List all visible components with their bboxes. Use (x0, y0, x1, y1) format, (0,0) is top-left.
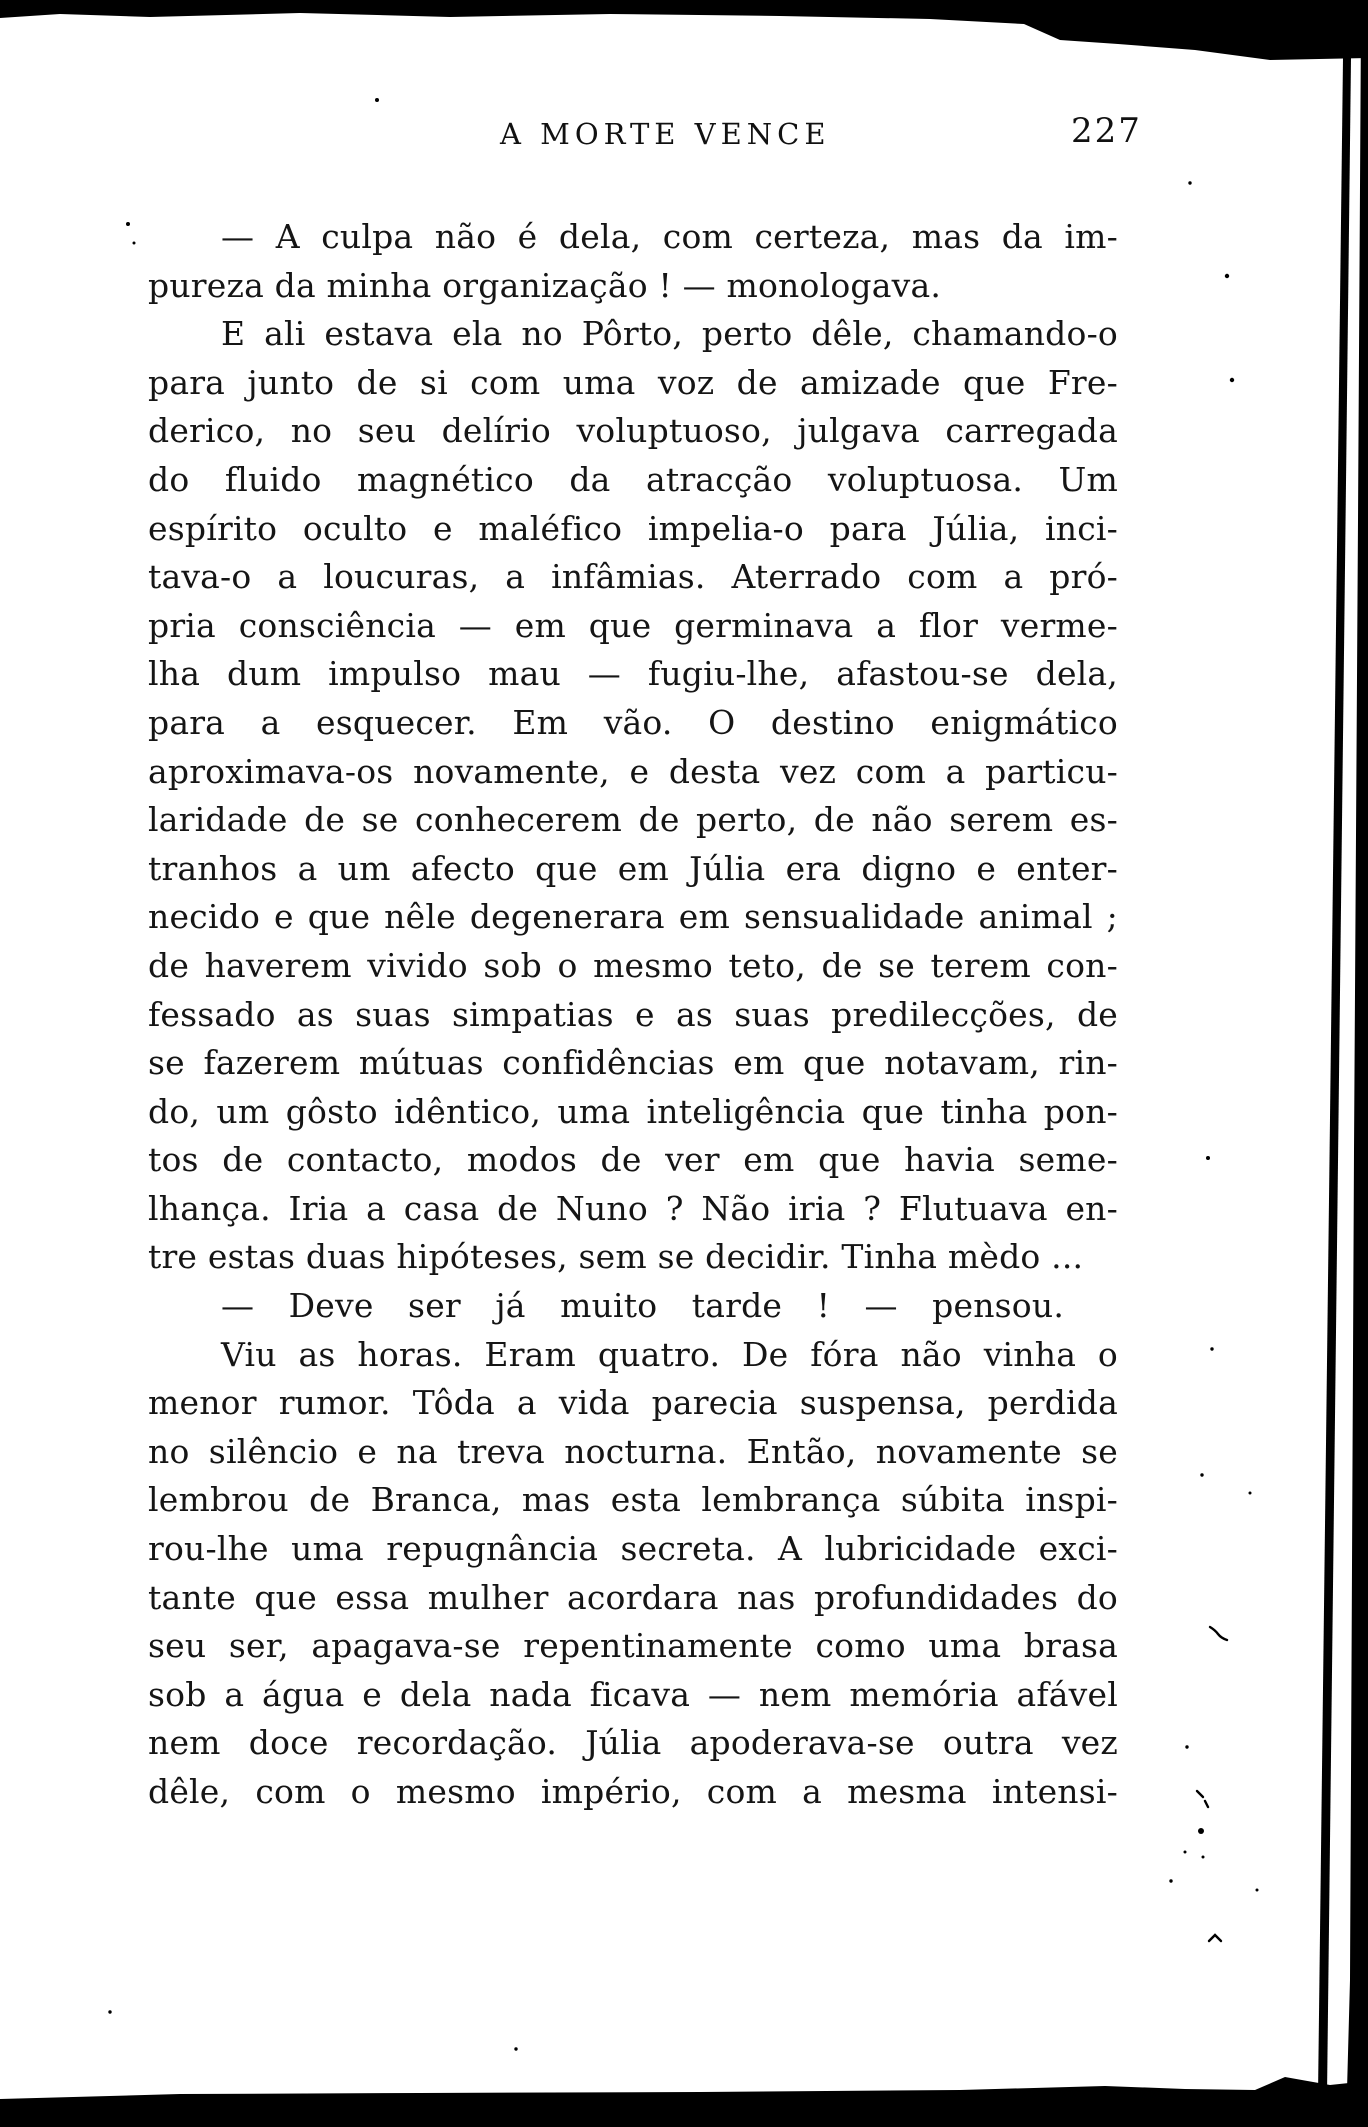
text-line: — Deve ser já muito tarde ! — pensou. (221, 1286, 1065, 1326)
text-line: tava-o a loucuras, a infâmias. Aterrado com a pró- (148, 557, 1118, 597)
top-edge-scan-bar (0, 0, 1368, 60)
text-line: de haverem vivido sob o mesmo teto, de se terem con- (148, 945, 1118, 985)
text-line: dêle, com o mesmo império, com a mesma intensi- (148, 1772, 1118, 1811)
page-edge-bar (1346, 20, 1368, 2127)
text-line: lha dum impulso mau — fugiu-lhe, afastou-se dela, (148, 654, 1118, 694)
text-line: aproximava-os novamente, e desta vez com a particu- (148, 751, 1118, 791)
text-line: E ali estava ela no Pôrto, perto dêle, chamando-o (221, 314, 1118, 354)
text-line: tos de contacto, modos de ver em que havia seme- (148, 1140, 1118, 1180)
text-line: laridade de se conhecerem de perto, de não serem es- (148, 800, 1118, 840)
paragraph (148, 213, 1118, 310)
running-header-title: A MORTE VENCE (500, 117, 831, 151)
text-line: tre estas duas hipóteses, sem se decidir. Tinha mèdo ... (148, 1237, 1084, 1277)
page-body (148, 213, 1118, 1817)
text-line: para junto de si com uma voz de amizade que Fre- (148, 362, 1118, 402)
text-line: derico, no seu delírio voluptuoso, julgava carregada (148, 411, 1118, 451)
paragraph (148, 310, 1118, 1282)
text-line: necido e que nêle degenerara em sensualidade animal ; (148, 897, 1118, 937)
text-line: lembrou de Branca, mas esta lembrança súbita inspi- (148, 1480, 1118, 1520)
text-line: tranhos a um afecto que em Júlia era digno e enter- (148, 848, 1118, 888)
text-line: no silêncio e na treva nocturna. Então, novamente se (148, 1431, 1118, 1471)
text-line: fessado as suas simpatias e as suas predilecções, de (148, 994, 1118, 1034)
text-line: se fazerem mútuas confidências em que notavam, rin- (148, 1043, 1118, 1083)
text-line: lhança. Iria a casa de Nuno ? Não iria ? Flutuava en- (148, 1188, 1118, 1228)
text-line: para a esquecer. Em vão. O destino enigmático (148, 702, 1118, 742)
text-line: do, um gôsto idêntico, uma inteligência que tinha pon- (148, 1091, 1118, 1131)
paragraph (148, 1282, 1118, 1331)
text-line: rou-lhe uma repugnância secreta. A lubricidade exci- (148, 1529, 1118, 1569)
page-gutter-line (1318, 58, 1351, 2096)
paragraph (148, 1331, 1118, 1817)
scan-squiggles (1197, 1627, 1227, 1941)
text-line: pureza da minha organização ! — monologava. (148, 265, 942, 305)
page-number: 227 (1071, 111, 1142, 151)
text-line: menor rumor. Tôda a vida parecia suspensa, perdida (148, 1383, 1118, 1423)
text-line: pria consciência — em que germinava a flor verme- (148, 605, 1118, 645)
text-line: espírito oculto e maléfico impelia-o para Júlia, inci- (148, 508, 1118, 548)
text-line: — A culpa não é dela, com certeza, mas da im- (221, 217, 1118, 256)
text-line: Viu as horas. Eram quatro. De fóra não vinha o (221, 1334, 1118, 1374)
bottom-edge-scan-bar (0, 2077, 1368, 2127)
text-line: nem doce recordação. Júlia apoderava-se outra vez (148, 1723, 1118, 1763)
text-line: seu ser, apagava-se repentinamente como uma brasa (148, 1626, 1118, 1666)
text-line: sob a água e dela nada ficava — nem memória afável (148, 1674, 1118, 1714)
text-line: tante que essa mulher acordara nas profundidades do (148, 1577, 1118, 1617)
text-line: do fluido magnético da atracção voluptuosa. Um (148, 459, 1118, 499)
